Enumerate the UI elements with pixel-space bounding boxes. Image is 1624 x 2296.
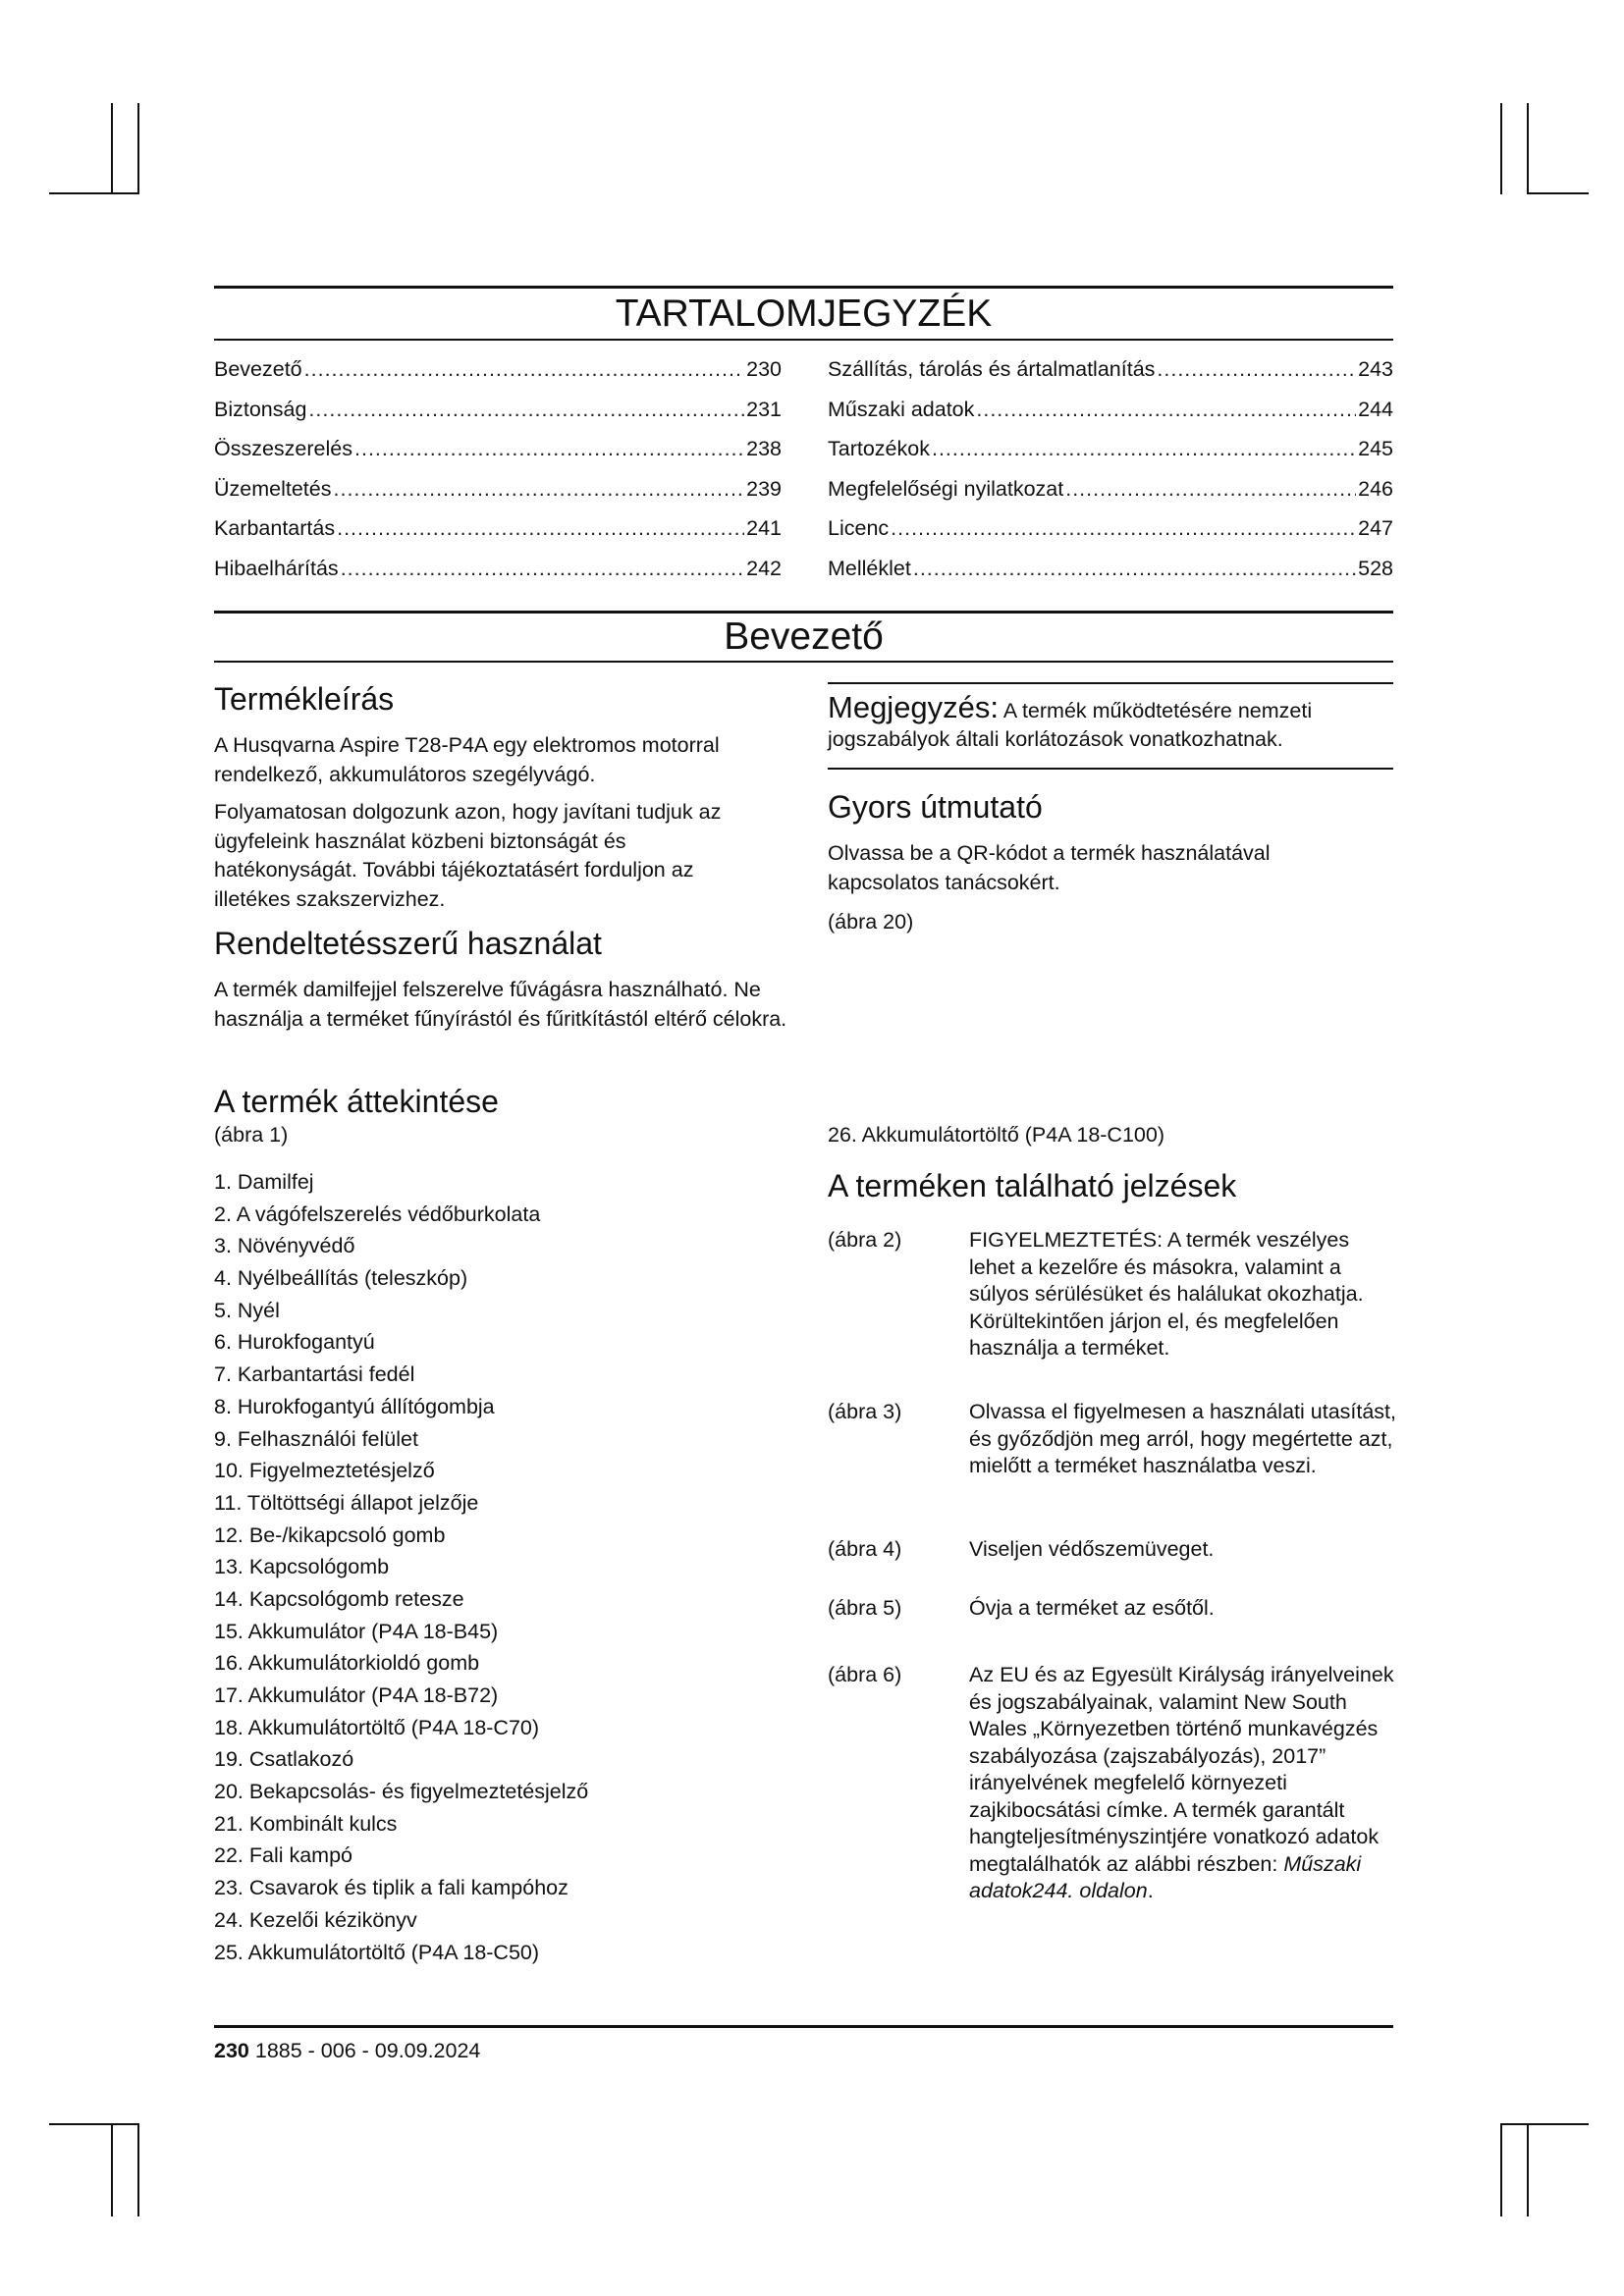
- symbol-figure-ref: (ábra 6): [828, 1663, 902, 1686]
- cross-reference-link[interactable]: Műszaki adatok244. oldalon: [969, 1851, 1362, 1902]
- intended-use-p1: A termék damilfejjel felszerelve fűvágásra használható. Ne használja a terméket fűnyírástól és fűritkítástól eltérő célokra.: [214, 978, 787, 1031]
- quick-guide-heading: Gyors útmutató: [828, 789, 1043, 825]
- list-item: 6. Hurokfogantyú: [214, 1330, 375, 1355]
- symbol-text: Viseljen védőszemüveget.: [969, 1537, 1215, 1561]
- toc-entry[interactable]: Melléklet ..... 528: [828, 549, 1393, 589]
- toc-top-rule: [214, 286, 1393, 289]
- list-item: 12. Be-/kikapcsoló gomb: [214, 1522, 446, 1547]
- note-label: Megjegyzés:: [828, 690, 1000, 724]
- symbol-text: Az EU és az Egyesült Királyság irányelveinek és jogszabályainak, valamint New South Wales „Környezetben történő munkavégzés szabályozása (zajszabályozás), 2017” irányelvének megfelelő környezeti zajkibocsátási címke. A termék garantált hangteljesítményszintjére vonatkozó adatok megtalálhatók az alábbi részben: Műszaki adatok244. oldalon.: [969, 1663, 1394, 1902]
- toc-left-column: [214, 349, 782, 588]
- toc-entry[interactable]: Hibaelhárítás ..... 242: [214, 549, 782, 589]
- toc-entry[interactable]: Összeszerelés ..... 238: [214, 429, 782, 469]
- section-title-rule: [214, 661, 1393, 663]
- toc-entry[interactable]: Karbantartás ..... 241: [214, 508, 782, 549]
- doc-info: 1885 - 006 - 09.09.2024: [254, 2039, 481, 2062]
- list-item: 9. Felhasználói felület: [214, 1426, 418, 1451]
- overview-item-26: 26. Akkumulátortöltő (P4A 18-C100): [828, 1123, 1164, 1147]
- list-item: 3. Növényvédő: [214, 1234, 355, 1258]
- toc-entry[interactable]: Megfelelőségi nyilatkozat ..... 246: [828, 469, 1393, 509]
- section-top-rule: [214, 611, 1393, 614]
- list-item: 1. Damilfej: [214, 1170, 314, 1194]
- list-item: 19. Csatlakozó: [214, 1747, 354, 1772]
- symbol-figure-ref: (ábra 2): [828, 1228, 902, 1252]
- list-item: 16. Akkumulátorkioldó gomb: [214, 1651, 480, 1676]
- quick-guide-figure-ref: (ábra 20): [828, 910, 914, 934]
- note-box: [828, 690, 1397, 754]
- note-text: A termék működtetésére nemzeti jogszabályok általi korlátozások vonatkozhatnak.: [828, 699, 1313, 751]
- list-item: 13. Kapcsológomb: [214, 1555, 390, 1579]
- intended-use-heading: Rendeltetésszerű használat: [214, 926, 602, 961]
- overview-figure-ref: (ábra 1): [214, 1123, 289, 1147]
- toc-entry[interactable]: Biztonság ..... 231: [214, 390, 782, 430]
- product-description-p2: Folyamatosan dolgozunk azon, hogy javítani tudjuk az ügyfeleink használat közbeni biztonságát és hatékonyságát. További tájékoztatásért forduljon az illetékes szakszervizhez.: [214, 800, 722, 911]
- note-top-rule: [828, 682, 1393, 684]
- toc-entry[interactable]: Műszaki adatok ..... 244: [828, 390, 1393, 430]
- symbol-text: Óvja a terméket az esőtől.: [969, 1596, 1215, 1620]
- note-bottom-rule: [828, 768, 1393, 770]
- toc-entry[interactable]: Licenc ..... 247: [828, 508, 1393, 549]
- list-item: 7. Karbantartási fedél: [214, 1362, 415, 1387]
- list-item: 24. Kezelői kézikönyv: [214, 1907, 417, 1932]
- footer: [214, 2037, 480, 2064]
- list-item: 11. Töltöttségi állapot jelzője: [214, 1490, 479, 1515]
- symbol-figure-ref: (ábra 3): [828, 1400, 902, 1423]
- parts-list: [214, 1166, 784, 1968]
- quick-guide-p1: Olvassa be a QR-kódot a termék használatával kapcsolatos tanácsokért.: [828, 841, 1271, 894]
- symbol-text: Olvassa el figyelmesen a használati utasítást, és győződjön meg arról, hogy megértette azt, mielőtt a terméket használatba veszi.: [969, 1400, 1396, 1477]
- toc-entry[interactable]: Üzemeltetés ..... 239: [214, 469, 782, 509]
- list-item: 23. Csavarok és tiplik a fali kampóhoz: [214, 1876, 568, 1900]
- list-item: 18. Akkumulátortöltő (P4A 18-C70): [214, 1715, 540, 1739]
- list-item: 17. Akkumulátor (P4A 18-B72): [214, 1683, 499, 1707]
- toc-title-rule: [214, 339, 1393, 341]
- toc-entry[interactable]: Bevezető ..... 230: [214, 349, 782, 390]
- list-item: 21. Kombinált kulcs: [214, 1811, 398, 1836]
- footer-rule: [214, 2025, 1393, 2028]
- list-item: 10. Figyelmeztetésjelző: [214, 1459, 435, 1483]
- list-item: 14. Kapcsológomb retesze: [214, 1586, 464, 1611]
- page-number: 230: [214, 2039, 249, 2062]
- list-item: 2. A vágófelszerelés védőburkolata: [214, 1201, 541, 1226]
- toc-entry[interactable]: Tartozékok ..... 245: [828, 429, 1393, 469]
- list-item: 5. Nyél: [214, 1298, 280, 1322]
- list-item: 15. Akkumulátor (P4A 18-B45): [214, 1619, 499, 1643]
- symbol-figure-ref: (ábra 5): [828, 1596, 902, 1620]
- symbol-figure-ref: (ábra 4): [828, 1537, 902, 1561]
- list-item: 20. Bekapcsolás- és figyelmeztetésjelző: [214, 1780, 589, 1804]
- symbol-text: FIGYELMEZTETÉS: A termék veszélyes lehet a kezelőre és másokra, valamint a súlyos sérülésüket és halálukat okozhatja. Körültekintően járjon el, és megfelelően használja a terméket.: [969, 1228, 1364, 1360]
- list-item: 4. Nyélbeállítás (teleszkóp): [214, 1266, 468, 1291]
- product-description-p1: A Husqvarna Aspire T28-P4A egy elektromos motorral rendelkező, akkumulátoros szegélyvágó.: [214, 733, 720, 786]
- product-description-heading: Termékleírás: [214, 681, 395, 717]
- list-item: 25. Akkumulátortöltő (P4A 18-C50): [214, 1940, 540, 1964]
- list-item: 22. Fali kampó: [214, 1843, 353, 1868]
- section-title: Bevezető: [724, 615, 884, 658]
- toc-right-column: [828, 349, 1393, 588]
- list-item: 8. Hurokfogantyú állítógombja: [214, 1394, 495, 1418]
- toc-entry[interactable]: Szállítás, tárolás és ártalmatlanítás ..... 243: [828, 349, 1393, 390]
- symbols-heading: A terméken található jelzések: [828, 1168, 1237, 1203]
- toc-title: TARTALOMJEGYZÉK: [615, 293, 993, 335]
- overview-heading: A termék áttekintése: [214, 1084, 499, 1119]
